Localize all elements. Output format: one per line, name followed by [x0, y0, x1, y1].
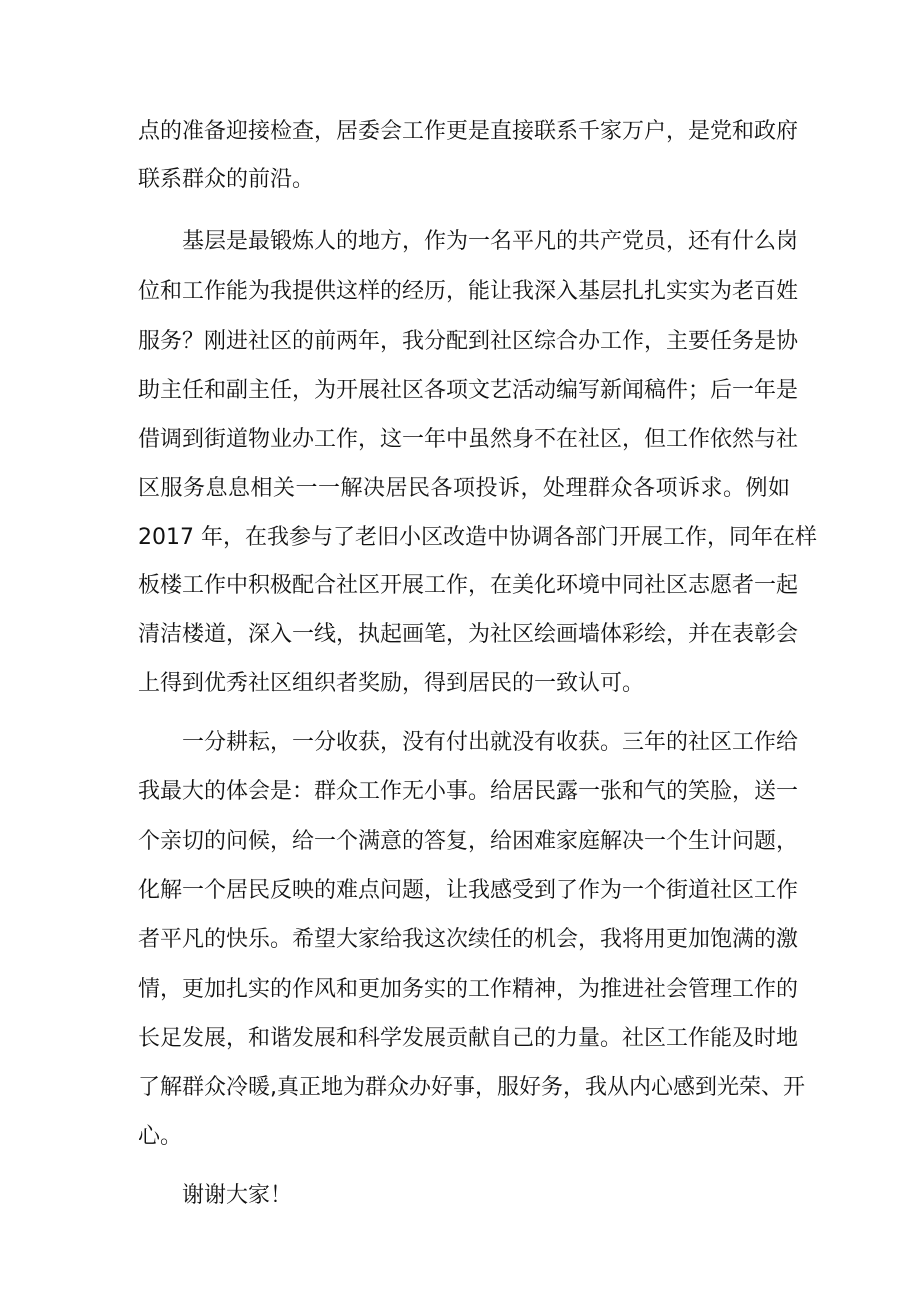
- text-line: 化解一个居民反映的难点问题，让我感受到了作为一个街道社区工作: [138, 878, 799, 903]
- text-line: 借调到街道物业办工作，这一年中虽然身不在社区，但工作依然与社: [138, 427, 799, 452]
- text-line: 清洁楼道，深入一线，执起画笔，为社区绘画墙体彩绘，并在表彰会: [138, 622, 799, 647]
- text-line: 2017 年，在我参与了老旧小区改造中协调各部门开展工作，同年在样: [138, 525, 817, 550]
- text-line: 服务？刚进社区的前两年，我分配到社区综合办工作，主要任务是协: [138, 329, 799, 354]
- text-line: 联系群众的前沿。: [138, 167, 315, 192]
- text-line: 者平凡的快乐。希望大家给我这次续任的机会，我将用更加饱满的激: [138, 927, 799, 952]
- text-line: 位和工作能为我提供这样的经历，能让我深入基层扎扎实实为老百姓: [138, 279, 799, 304]
- text-line: 心。: [138, 1124, 183, 1149]
- text-line: 基层是最锻炼人的地方，作为一名平凡的共产党员，还有什么岗: [182, 229, 799, 254]
- text-line: 助主任和副主任，为开展社区各项文艺活动编写新闻稿件；后一年是: [138, 378, 799, 403]
- text-line: 长足发展，和谐发展和科学发展贡献自己的力量。社区工作能及时地: [138, 1026, 799, 1051]
- text-line: 了解群众冷暖,真正地为群众办好事，服好务，我从内心感到光荣、开: [138, 1075, 805, 1100]
- text-line: 个亲切的问候，给一个满意的答复，给困难家庭解决一个生计问题，: [138, 829, 799, 854]
- text-line: 板楼工作中积极配合社区开展工作，在美化环境中同社区志愿者一起: [138, 573, 799, 598]
- text-line: 一分耕耘，一分收获，没有付出就没有收获。三年的社区工作给: [182, 730, 799, 755]
- text-line: 区服务息息相关一一解决居民各项投诉，处理群众各项诉求。例如: [138, 476, 790, 501]
- text-line: 点的准备迎接检查，居委会工作更是直接联系千家万户，是党和政府: [138, 119, 799, 144]
- text-line: 我最大的体会是：群众工作无小事。给居民露一张和气的笑脸，送一: [138, 779, 799, 804]
- text-line: 谢谢大家！: [182, 1183, 293, 1208]
- text-line: 上得到优秀社区组织者奖励，得到居民的一致认可。: [138, 671, 645, 696]
- text-line: 情，更加扎实的作风和更加务实的工作精神，为推进社会管理工作的: [138, 977, 799, 1002]
